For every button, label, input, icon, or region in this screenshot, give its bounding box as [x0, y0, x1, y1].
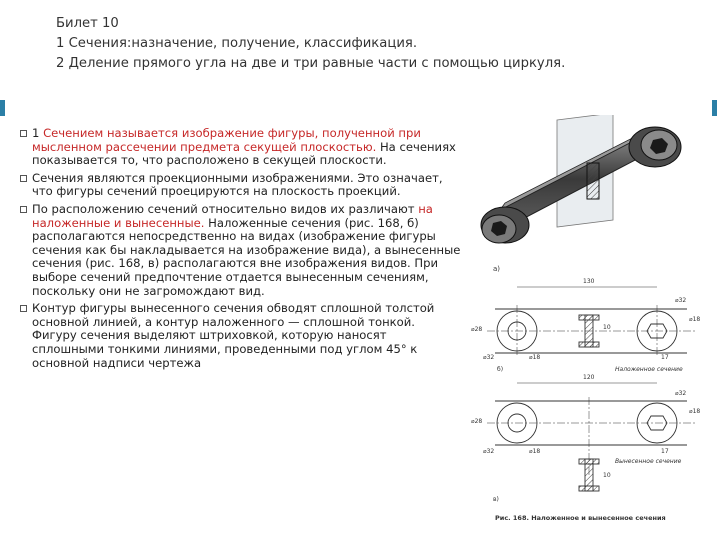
dim-d28-b: ⌀28 — [471, 326, 483, 333]
label-b: б) — [497, 366, 504, 373]
bullet-lead: Контур фигуры вынесенного сечения обводят сплошной толстой основной линией, а контур наложенного — сплошной тонкой. Фигуру сечения выделяют штриховкой, которую наносят сплошными тонкими линиями, проведенными под углом 45° к основной надписи чертежа — [32, 301, 435, 370]
figure-caption: Рис. 168. Наложенное и вынесенное сечения — [495, 514, 666, 522]
dim-d32l-v: ⌀32 — [483, 448, 495, 455]
dim-top-b: 130 — [583, 278, 595, 285]
ticket-header — [56, 14, 676, 74]
section-drawing-figure — [465, 115, 720, 540]
dim-d32-b: ⌀32 — [675, 297, 687, 304]
section-profile — [587, 163, 599, 199]
dim-d18-b: ⌀18 — [529, 354, 541, 361]
bullet-lead: 1 — [32, 126, 44, 140]
bullet-highlight: Сечением называется изображение фигуры, полученной при мысленном рассечении предмета секущей плоскостью. — [32, 126, 421, 154]
label-a: а) — [493, 265, 501, 273]
bullet-highlight: на наложенные и вынесенные. — [32, 201, 433, 230]
bullet-item-definition — [20, 127, 462, 168]
drawing-removed-section — [471, 374, 700, 503]
ticket-number: Билет 10 — [56, 16, 119, 31]
bullet-item-classification — [20, 203, 462, 298]
note-v: Вынесенное сечение — [615, 458, 682, 465]
square-bullet-icon — [20, 130, 27, 137]
question-2: 2 Деление прямого угла на две и три равные части с помощью циркуля. — [56, 56, 566, 71]
drawing-superimposed-section — [471, 278, 700, 373]
note-b: Наложенное сечение — [615, 366, 683, 373]
dim-d32-v: ⌀32 — [675, 390, 687, 397]
dim-d32l-b: ⌀32 — [483, 354, 495, 361]
accent-bar-right — [712, 100, 717, 116]
label-v: в) — [493, 496, 499, 503]
square-bullet-icon — [20, 305, 27, 312]
square-bullet-icon — [20, 206, 27, 213]
dim-s17-v: 17 — [661, 448, 669, 455]
isometric-rod-illustration — [481, 115, 681, 273]
question-1: 1 Сечения:назначение, получение, классификация. — [56, 36, 418, 51]
bullet-list — [20, 127, 462, 374]
accent-bar-left — [0, 100, 5, 116]
bullet-rest: Наложенные сечения (рис. 168, б) располагаются непосредственно на видах (изображение фигуры сечения как бы накладывается на изображение вида), а вынесенные сечения (рис. 168, в) располагаются вне изображения видов. При выборе сечений предпочтение отдается вынесенным сечениям, поскольку они не загромождают вид. — [32, 215, 461, 298]
dim-s10-v: 10 — [603, 472, 611, 479]
dim-s17-b: 17 — [661, 354, 669, 361]
bullet-lead: Сечения являются проекционными изображениями. Это означает, что фигуры сечений проецируются на плоскость проекций. — [32, 170, 443, 199]
dim-d18r-b: ⌀18 — [689, 316, 701, 323]
bullet-item-projection — [20, 172, 462, 199]
bullet-rest: На сечениях показывается то, что расположено в секущей плоскости. — [32, 139, 456, 168]
dim-top-v: 120 — [583, 374, 595, 381]
dim-d18-v: ⌀18 — [529, 448, 541, 455]
dim-s10-b: 10 — [603, 324, 611, 331]
dim-d18r-v: ⌀18 — [689, 408, 701, 415]
dim-d28-v: ⌀28 — [471, 418, 483, 425]
square-bullet-icon — [20, 175, 27, 182]
bullet-item-contour — [20, 302, 462, 370]
bullet-lead: По расположению сечений относительно видов их различают — [32, 201, 419, 216]
